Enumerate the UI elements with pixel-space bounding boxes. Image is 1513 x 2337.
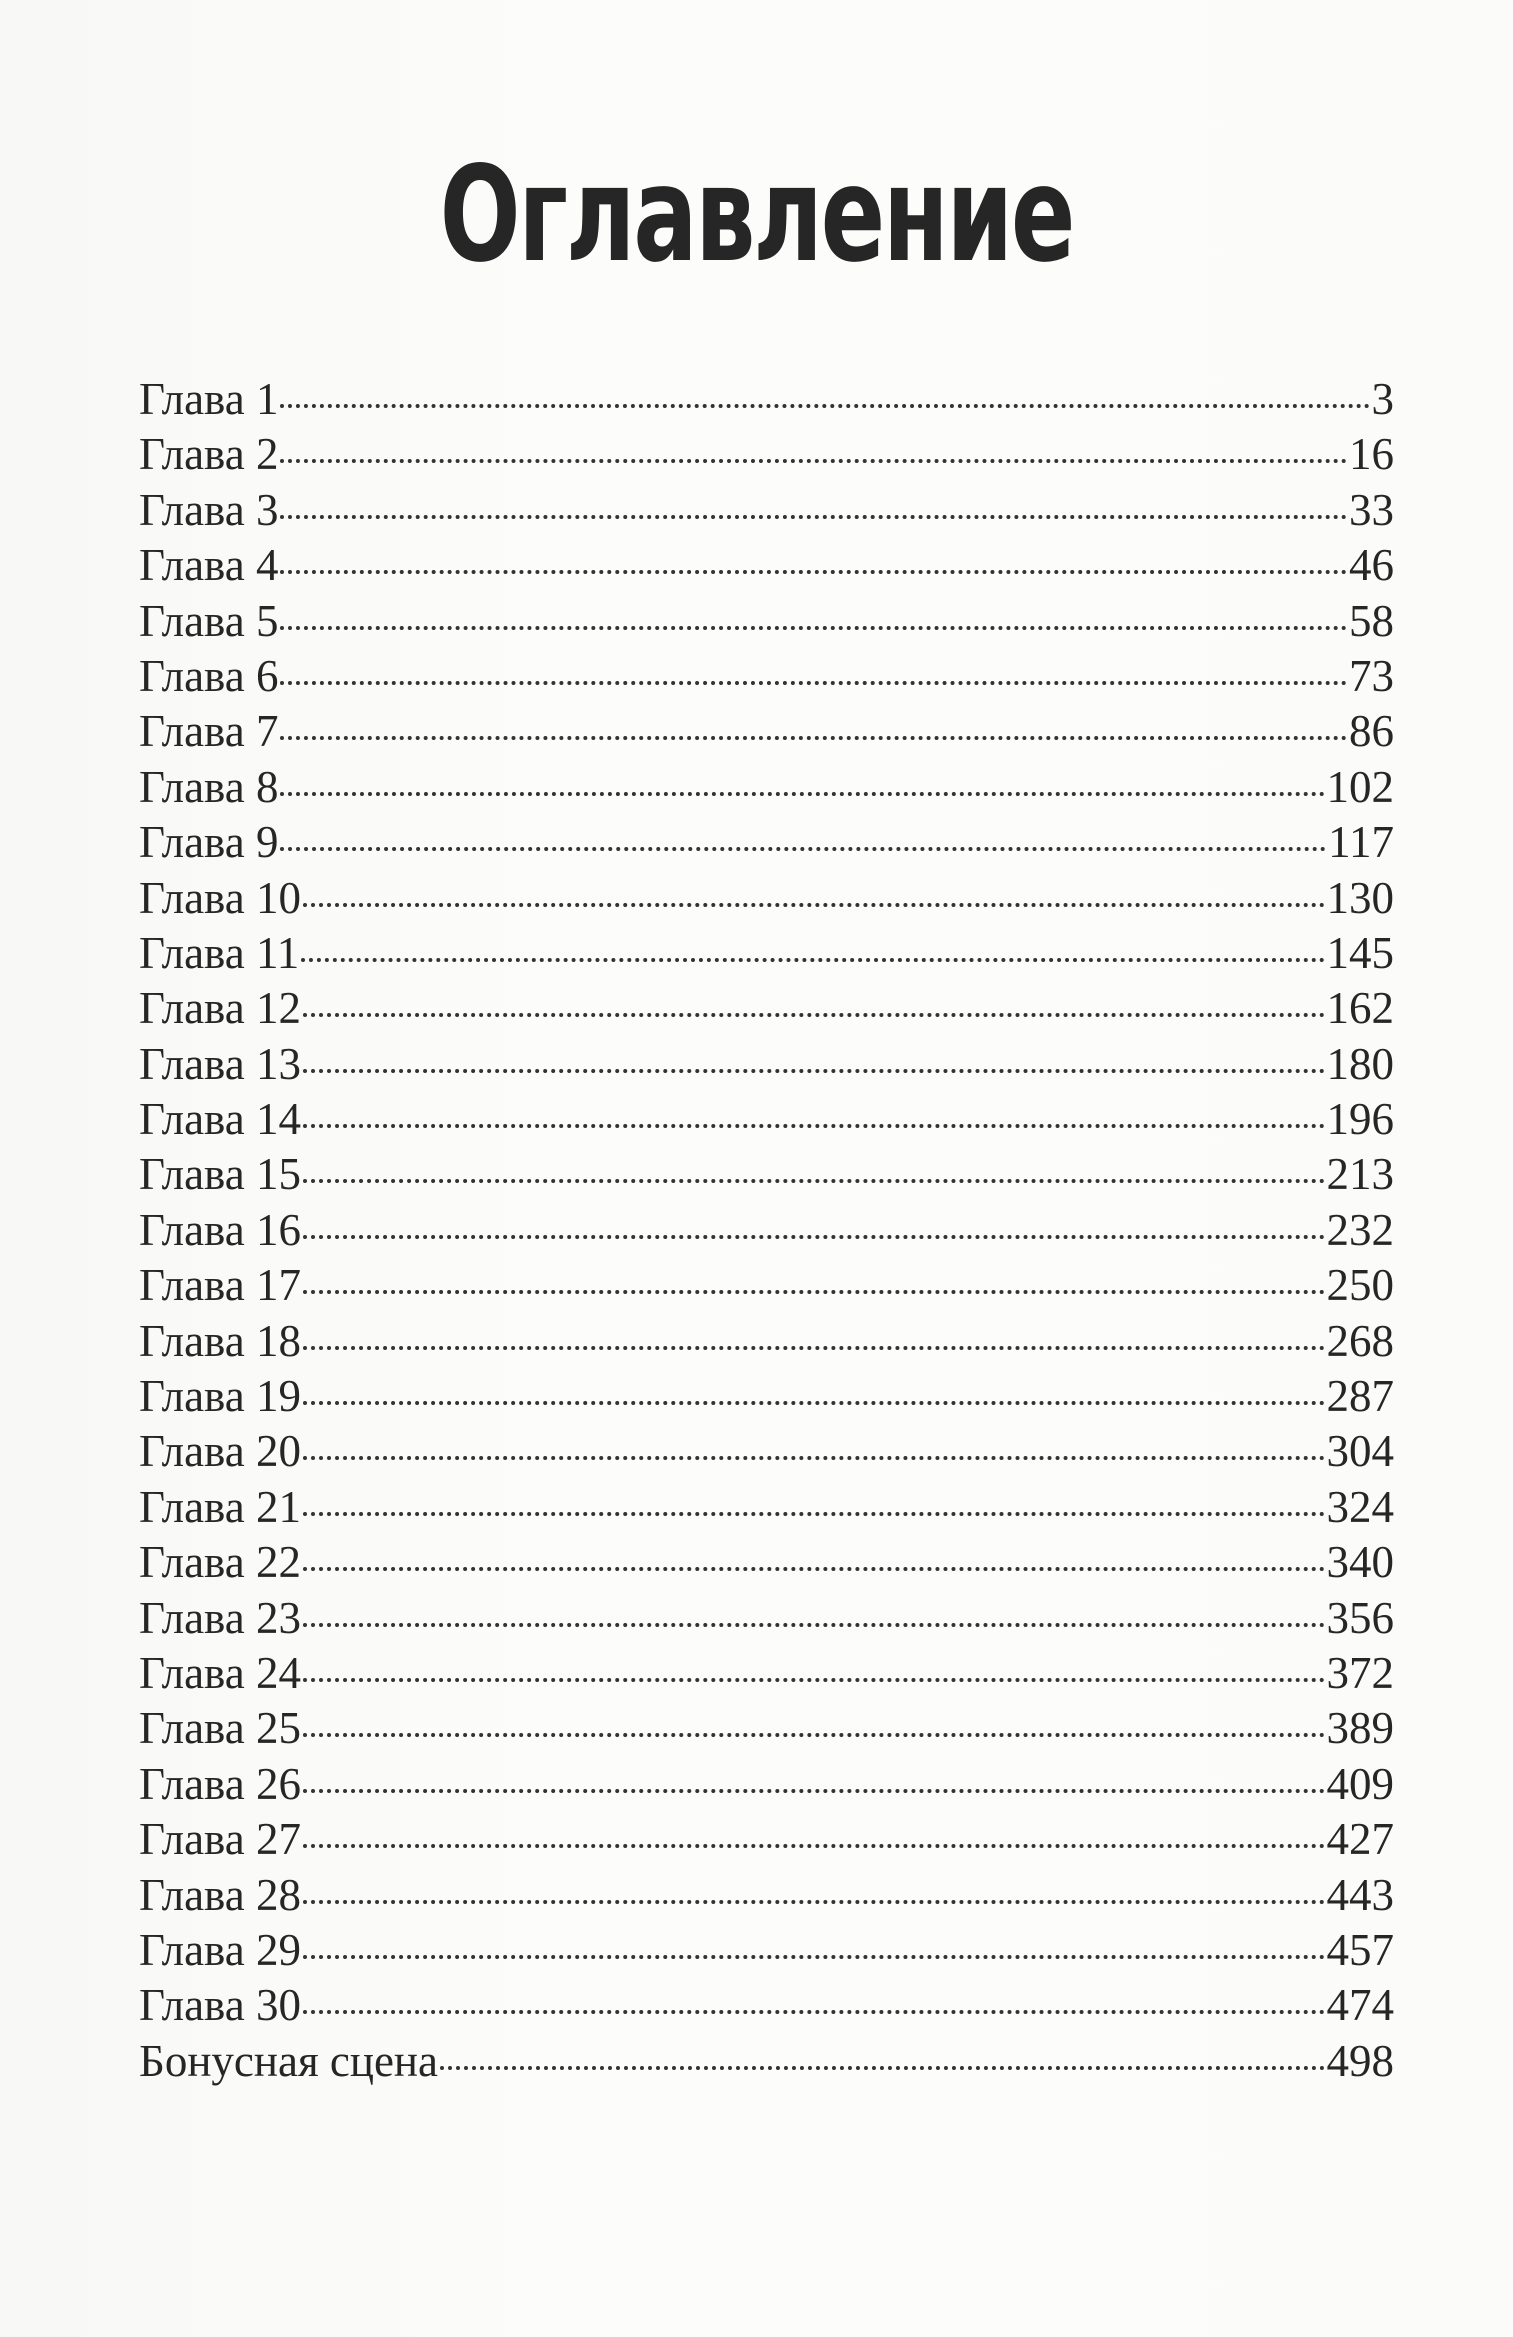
page-title: Оглавление — [439, 138, 1074, 292]
toc-entry-label: Глава 5 — [139, 595, 279, 646]
toc-entry — [139, 427, 1394, 482]
toc-entry — [139, 1424, 1394, 1479]
dot-leader — [303, 1733, 1325, 1737]
toc-entry-label: Глава 13 — [139, 1038, 301, 1089]
toc-entry-page-number: 372 — [1326, 1647, 1394, 1698]
toc-entry — [139, 649, 1394, 704]
toc-entry-page-number: 356 — [1326, 1592, 1394, 1643]
toc-entry-page-number: 46 — [1349, 540, 1394, 591]
toc-entry-label: Глава 17 — [139, 1260, 301, 1311]
toc-entry — [139, 1646, 1394, 1701]
toc-entry-label: Глава 16 — [139, 1204, 301, 1255]
dot-leader — [303, 1346, 1325, 1350]
toc-entry — [139, 1369, 1394, 1424]
toc-entry — [139, 372, 1394, 427]
toc-entry-page-number: 474 — [1326, 1980, 1394, 2031]
dot-leader — [303, 1235, 1325, 1239]
toc-entry-page-number: 250 — [1326, 1260, 1394, 1311]
dot-leader — [303, 1069, 1325, 1073]
dot-leader — [280, 847, 1326, 851]
dot-leader — [280, 570, 1347, 574]
toc-entry-label: Глава 14 — [139, 1094, 301, 1145]
toc-entry — [139, 1978, 1394, 2033]
dot-leader — [280, 792, 1324, 796]
toc-entry-label: Глава 19 — [139, 1371, 301, 1422]
toc-entry-label: Глава 7 — [139, 706, 279, 757]
toc-entry-page-number: 102 — [1326, 761, 1394, 812]
toc-entry-label: Глава 12 — [139, 983, 301, 1034]
toc-entry-page-number: 443 — [1326, 1869, 1394, 1920]
toc-entry — [139, 2034, 1394, 2089]
toc-entry-page-number: 162 — [1326, 983, 1394, 1034]
toc-entry-page-number: 180 — [1326, 1038, 1394, 1089]
toc-entry — [139, 1591, 1394, 1646]
dot-leader — [303, 1567, 1325, 1571]
toc-entry-label: Глава 10 — [139, 872, 301, 923]
dot-leader — [303, 1789, 1325, 1793]
dot-leader — [303, 2010, 1325, 2014]
dot-leader — [301, 958, 1324, 962]
toc-entry-label: Глава 9 — [139, 817, 279, 868]
toc-entry-label: Глава 23 — [139, 1592, 301, 1643]
toc-entry — [139, 594, 1394, 649]
dot-leader — [280, 736, 1347, 740]
toc-entry — [139, 1092, 1394, 1147]
toc-entry-label: Глава 28 — [139, 1869, 301, 1920]
toc-entry-page-number: 389 — [1326, 1703, 1394, 1754]
dot-leader — [303, 1623, 1325, 1627]
toc-entry-page-number: 3 — [1371, 374, 1394, 424]
dot-leader — [280, 515, 1347, 519]
toc-entry-page-number: 268 — [1326, 1315, 1394, 1366]
dot-leader — [303, 1013, 1325, 1017]
toc-entry-page-number: 232 — [1326, 1204, 1394, 1255]
toc-entry-page-number: 409 — [1326, 1758, 1394, 1809]
dot-leader — [303, 1844, 1325, 1848]
dot-leader — [303, 1512, 1325, 1516]
toc-entry-label: Глава 26 — [139, 1758, 301, 1809]
toc-entry — [139, 1147, 1394, 1202]
toc-entry — [139, 1258, 1394, 1313]
toc-entry — [139, 704, 1394, 759]
dot-leader — [303, 1456, 1325, 1460]
toc-entry — [139, 1757, 1394, 1812]
toc-entry-page-number: 117 — [1328, 817, 1394, 868]
toc-entry-label: Глава 18 — [139, 1315, 301, 1366]
toc-entry — [139, 926, 1394, 981]
toc-entry-label: Глава 22 — [139, 1537, 301, 1588]
toc-entry-label: Глава 24 — [139, 1647, 301, 1698]
toc-entry — [139, 483, 1394, 538]
toc-entry — [139, 760, 1394, 815]
dot-leader — [303, 1900, 1325, 1904]
toc-entry — [139, 1037, 1394, 1092]
dot-leader — [303, 1179, 1325, 1183]
toc-entry-page-number: 324 — [1326, 1481, 1394, 1532]
toc-entry-page-number: 196 — [1326, 1094, 1394, 1145]
toc-entry-page-number: 86 — [1349, 706, 1394, 757]
toc-entry-label: Бонусная сцена — [139, 2035, 438, 2086]
toc-entry-label: Глава 30 — [139, 1980, 301, 2031]
toc-entry-label: Глава 27 — [139, 1814, 301, 1865]
toc-entry-page-number: 213 — [1326, 1149, 1394, 1200]
dot-leader — [280, 626, 1347, 630]
dot-leader — [280, 404, 1369, 408]
toc-entry-page-number: 427 — [1326, 1814, 1394, 1865]
toc-entry — [139, 1923, 1394, 1978]
toc-entry-label: Глава 8 — [139, 761, 279, 812]
toc-entry-label: Глава 6 — [139, 650, 279, 701]
toc-entry-label: Глава 1 — [139, 374, 279, 424]
toc-entry-label: Глава 25 — [139, 1703, 301, 1754]
toc-entry — [139, 1203, 1394, 1258]
toc-entry — [139, 1314, 1394, 1369]
dot-leader — [303, 903, 1325, 907]
dot-leader — [440, 2066, 1325, 2070]
toc-entry — [139, 1701, 1394, 1756]
toc-entry-label: Глава 15 — [139, 1149, 301, 1200]
dot-leader — [303, 1290, 1325, 1294]
toc-entry-label: Глава 3 — [139, 484, 279, 535]
toc-entry-page-number: 130 — [1326, 872, 1394, 923]
toc-entry-page-number: 145 — [1326, 927, 1394, 978]
toc-entry-page-number: 340 — [1326, 1537, 1394, 1588]
toc-entry-label: Глава 4 — [139, 540, 279, 591]
toc-entry-page-number: 58 — [1349, 595, 1394, 646]
toc-entry — [139, 1480, 1394, 1535]
table-of-contents — [139, 372, 1394, 2089]
toc-entry — [139, 1812, 1394, 1867]
toc-entry-page-number: 73 — [1349, 650, 1394, 701]
toc-entry — [139, 1535, 1394, 1590]
toc-entry-page-number: 498 — [1326, 2035, 1394, 2086]
toc-entry — [139, 815, 1394, 870]
toc-entry — [139, 981, 1394, 1036]
toc-entry-page-number: 16 — [1349, 429, 1394, 480]
toc-entry — [139, 871, 1394, 926]
toc-entry-page-number: 457 — [1326, 1924, 1394, 1975]
dot-leader — [303, 1124, 1325, 1128]
toc-entry-page-number: 33 — [1349, 484, 1394, 535]
toc-entry-label: Глава 29 — [139, 1924, 301, 1975]
toc-entry-page-number: 304 — [1326, 1426, 1394, 1477]
dot-leader — [280, 681, 1347, 685]
dot-leader — [280, 459, 1347, 463]
toc-entry-label: Глава 11 — [139, 927, 300, 978]
dot-leader — [303, 1955, 1325, 1959]
dot-leader — [303, 1678, 1325, 1682]
toc-entry-page-number: 287 — [1326, 1371, 1394, 1422]
toc-entry-label: Глава 21 — [139, 1481, 301, 1532]
toc-entry — [139, 1868, 1394, 1923]
toc-entry — [139, 538, 1394, 593]
toc-entry-label: Глава 2 — [139, 429, 279, 480]
dot-leader — [303, 1401, 1325, 1405]
toc-entry-label: Глава 20 — [139, 1426, 301, 1477]
